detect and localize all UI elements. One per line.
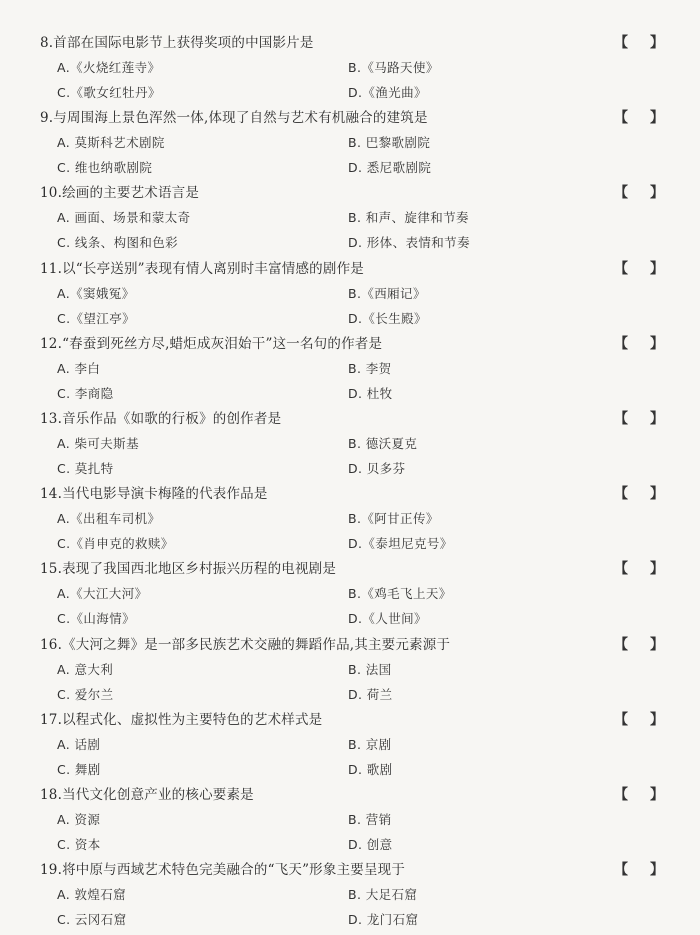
answer-bracket	[614, 409, 664, 429]
question-stem: 19.将中原与西域艺术特色完美融合的“飞天”形象主要呈现于	[40, 862, 406, 879]
question-stem: 11.以“长亭送别”表现有情人离别时丰富情感的剧作是	[40, 260, 364, 277]
option-c: C.《歌女红牡丹》	[57, 85, 161, 100]
answer-bracket	[614, 33, 664, 53]
question-stem: 10.绘画的主要艺术语言是	[40, 185, 200, 202]
answer-bracket	[614, 183, 664, 203]
option-a: A. 柴可夫斯基	[57, 436, 139, 451]
question-block	[0, 635, 700, 710]
option-c: C.《肖申克的救赎》	[57, 536, 174, 552]
question-block	[0, 33, 700, 108]
question-block	[0, 785, 700, 860]
bracket-close: 】	[650, 185, 664, 202]
bracket-close: 】	[650, 411, 664, 427]
bracket-close: 】	[650, 260, 664, 277]
option-b: B.《马路天使》	[348, 60, 439, 75]
answer-bracket	[614, 710, 664, 730]
answer-bracket	[614, 334, 664, 354]
option-b: B. 京剧	[348, 736, 392, 752]
bracket-open: 【	[614, 260, 628, 277]
option-d: D.《泰坦尼克号》	[348, 536, 453, 552]
bracket-close: 】	[650, 711, 664, 728]
option-b: B. 法国	[348, 661, 392, 677]
bracket-open: 【	[614, 411, 628, 427]
answer-bracket	[614, 108, 664, 128]
option-a: A. 资源	[57, 812, 101, 827]
bracket-open: 【	[614, 35, 628, 51]
option-c: C. 莫扎特	[57, 461, 114, 476]
option-d: D. 杜牧	[348, 385, 393, 401]
option-c: C. 爱尔兰	[57, 686, 114, 702]
option-d: D. 贝多芬	[348, 461, 406, 476]
question-block	[0, 108, 700, 183]
option-c: C. 线条、构图和色彩	[57, 235, 179, 251]
bracket-close: 】	[650, 486, 664, 503]
bracket-close: 】	[650, 787, 664, 803]
option-a: A.《火烧红莲寺》	[57, 60, 161, 75]
bracket-close: 】	[650, 35, 664, 51]
option-a: A.《出租车司机》	[57, 511, 161, 527]
option-a: A. 敦煌石窟	[57, 887, 127, 903]
option-d: D. 悉尼歌剧院	[348, 160, 432, 176]
bracket-close: 】	[650, 110, 664, 127]
question-block	[0, 860, 700, 935]
option-b: B. 营销	[348, 812, 392, 827]
question-stem: 17.以程式化、虚拟性为主要特色的艺术样式是	[40, 711, 323, 728]
option-c: C. 舞剧	[57, 761, 101, 777]
answer-bracket	[614, 259, 664, 279]
option-a: A. 莫斯科艺术剧院	[57, 135, 165, 151]
option-c: C. 云冈石窟	[57, 912, 127, 928]
option-b: B. 巴黎歌剧院	[348, 135, 431, 151]
answer-bracket	[614, 860, 664, 880]
bracket-open: 【	[614, 862, 628, 879]
option-c: C. 维也纳歌剧院	[57, 160, 153, 176]
option-b: B.《西厢记》	[348, 285, 426, 301]
question-block	[0, 710, 700, 785]
bracket-open: 【	[614, 110, 628, 127]
option-c: C. 资本	[57, 837, 101, 852]
question-block	[0, 334, 700, 409]
question-stem: 16.《大河之舞》是一部多民族艺术交融的舞蹈作品,其主要元素源于	[40, 636, 451, 653]
option-b: B. 李贺	[348, 360, 392, 376]
option-c: C.《山海情》	[57, 611, 136, 627]
option-d: D. 形体、表情和节奏	[348, 235, 470, 251]
option-a: A. 画面、场景和蒙太奇	[57, 210, 191, 226]
answer-bracket	[614, 559, 664, 579]
question-block	[0, 183, 700, 258]
question-stem: 15.表现了我国西北地区乡村振兴历程的电视剧是	[40, 561, 337, 578]
answer-bracket	[614, 635, 664, 655]
option-a: A. 意大利	[57, 661, 114, 677]
question-block	[0, 559, 700, 634]
question-block	[0, 259, 700, 334]
option-d: D. 龙门石窟	[348, 912, 419, 928]
option-d: D. 荷兰	[348, 686, 393, 702]
question-stem: 8.首部在国际电影节上获得奖项的中国影片是	[40, 35, 314, 51]
answer-bracket	[614, 484, 664, 504]
bracket-open: 【	[614, 185, 628, 202]
question-stem: 9.与周围海上景色浑然一体,体现了自然与艺术有机融合的建筑是	[40, 110, 428, 127]
option-c: C. 李商隐	[57, 385, 114, 401]
option-a: A. 李白	[57, 360, 101, 376]
option-d: D.《渔光曲》	[348, 85, 427, 100]
question-stem: 13.音乐作品《如歌的行板》的创作者是	[40, 411, 282, 427]
bracket-close: 】	[650, 862, 664, 879]
bracket-open: 【	[614, 335, 628, 352]
option-d: D. 歌剧	[348, 761, 393, 777]
option-b: B. 和声、旋律和节奏	[348, 210, 469, 226]
bracket-open: 【	[614, 636, 628, 653]
option-b: B.《阿甘正传》	[348, 511, 439, 527]
bracket-open: 【	[614, 711, 628, 728]
answer-bracket	[614, 785, 664, 805]
bracket-open: 【	[614, 486, 628, 503]
question-stem: 14.当代电影导演卡梅隆的代表作品是	[40, 486, 268, 503]
question-block	[0, 484, 700, 559]
option-d: D.《长生殿》	[348, 310, 427, 326]
option-b: B. 大足石窟	[348, 887, 418, 903]
option-b: B. 德沃夏克	[348, 436, 418, 451]
option-d: D. 创意	[348, 837, 393, 852]
option-c: C.《望江亭》	[57, 310, 136, 326]
option-a: A. 话剧	[57, 736, 101, 752]
bracket-close: 】	[650, 561, 664, 578]
option-d: D.《人世间》	[348, 611, 427, 627]
question-block	[0, 409, 700, 484]
bracket-close: 】	[650, 636, 664, 653]
bracket-close: 】	[650, 335, 664, 352]
bracket-open: 【	[614, 787, 628, 803]
option-b: B.《鸡毛飞上天》	[348, 586, 452, 602]
option-a: A.《大江大河》	[57, 586, 148, 602]
bracket-open: 【	[614, 561, 628, 578]
question-stem: 12.“春蚕到死丝方尽,蜡炬成灰泪始干”这一名句的作者是	[40, 335, 383, 352]
option-a: A.《窦娥冤》	[57, 285, 135, 301]
question-stem: 18.当代文化创意产业的核心要素是	[40, 787, 254, 803]
